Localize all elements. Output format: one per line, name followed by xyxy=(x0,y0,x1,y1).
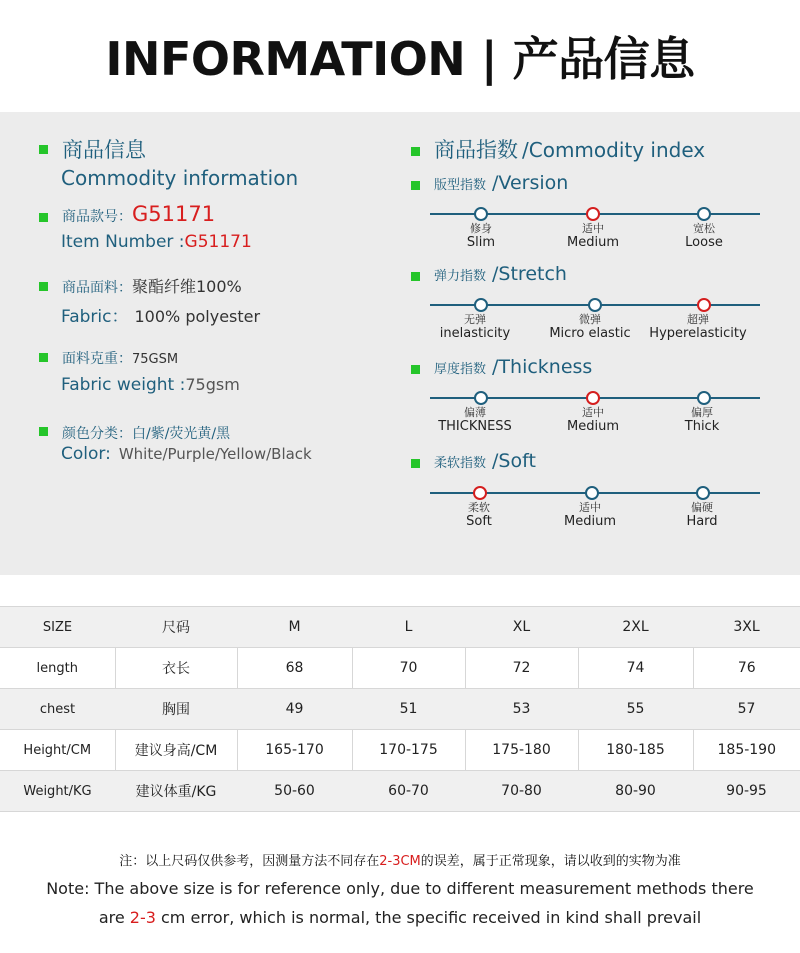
stretch-title-en: /Stretch xyxy=(492,263,567,285)
stretch-title-cn: 弹力指数 xyxy=(434,269,487,284)
table-cell: 2XL xyxy=(578,607,693,648)
color-cn xyxy=(62,423,230,443)
fabric-value-cn: 聚酯纤维100% xyxy=(132,277,242,296)
scale-point xyxy=(697,207,711,221)
scale-label xyxy=(467,222,495,251)
scale-label-cn: 适中 xyxy=(581,406,604,419)
scale-label xyxy=(440,313,510,342)
table-cell: 53 xyxy=(465,689,578,730)
commodity-info-heading-cn: 商品信息 xyxy=(62,138,146,162)
note-en-highlight: 2-3 xyxy=(129,908,156,927)
soft-title-cn: 柔软指数 xyxy=(434,456,487,471)
weight-label-en: Fabric weight : xyxy=(61,375,186,395)
item-number-label-cn: 商品款号： xyxy=(62,209,132,225)
table-cell: 185-190 xyxy=(693,730,800,771)
bullet-icon xyxy=(411,181,420,190)
scale-label-cn: 修身 xyxy=(469,222,492,235)
note-en-text: cm error, which is normal, the specific received in kind shall prevail xyxy=(155,908,702,927)
table-cell: SIZE xyxy=(0,607,115,648)
table-row xyxy=(0,771,800,812)
item-number-value-cn: G51171 xyxy=(132,202,216,226)
table-cell: 3XL xyxy=(693,607,800,648)
bullet-icon xyxy=(39,282,48,291)
scale-label-cn: 无弹 xyxy=(464,313,486,326)
fabric-label-en: Fabric： xyxy=(61,307,129,327)
color-label-en: Color: xyxy=(61,444,111,464)
table-cell: M xyxy=(237,607,352,648)
commodity-index-heading-en: /Commodity index xyxy=(522,138,706,162)
table-cell: length xyxy=(0,648,115,689)
scale-label xyxy=(564,501,616,530)
weight-value-en: 75gsm xyxy=(185,375,240,394)
commodity-index-heading-cn: 商品指数 xyxy=(434,138,518,162)
table-cell: 建议体重/KG xyxy=(115,771,237,812)
weight-en xyxy=(61,375,240,395)
scale-label xyxy=(466,501,492,530)
scale-label-cn: 偏厚 xyxy=(691,406,713,419)
scale-label xyxy=(686,501,717,530)
color-value-cn: 白/紫/荧光黄/黑 xyxy=(132,426,231,442)
table-cell: Weight/KG xyxy=(0,771,115,812)
table-cell: 170-175 xyxy=(352,730,465,771)
table-row xyxy=(0,730,800,771)
commodity-index-heading xyxy=(434,134,705,164)
table-cell: 68 xyxy=(237,648,352,689)
note-en-line-2 xyxy=(0,908,800,927)
table-cell: 胸围 xyxy=(115,689,237,730)
table-cell: 74 xyxy=(578,648,693,689)
bullet-icon xyxy=(39,213,48,222)
scale-label-cn: 超弹 xyxy=(686,313,709,326)
table-cell: 尺码 xyxy=(115,607,237,648)
scale-point-selected xyxy=(586,207,600,221)
scale-label-en: Soft xyxy=(466,514,492,529)
bullet-icon xyxy=(39,145,48,154)
scale-label-en: Medium xyxy=(567,235,619,250)
scale-label-cn: 宽松 xyxy=(692,222,715,235)
table-row xyxy=(0,689,800,730)
scale-label-cn: 适中 xyxy=(578,501,601,514)
scale-point xyxy=(474,391,488,405)
table-cell: 90-95 xyxy=(693,771,800,812)
item-number-value-en: G51171 xyxy=(184,232,252,252)
version-title-en: /Version xyxy=(492,172,569,194)
table-cell: 80-90 xyxy=(578,771,693,812)
item-number-label-en: Item Number : xyxy=(61,232,185,252)
table-cell: 49 xyxy=(237,689,352,730)
scale-label-en: inelasticity xyxy=(439,326,511,341)
scale-point-selected xyxy=(473,486,487,500)
table-cell: 180-185 xyxy=(578,730,693,771)
bullet-icon xyxy=(411,147,420,156)
bullet-icon xyxy=(411,365,420,374)
scale-label-cn: 偏薄 xyxy=(463,406,486,419)
soft-scale xyxy=(430,485,760,529)
scale-label-en: Slim xyxy=(466,235,496,250)
thickness-scale xyxy=(430,390,760,434)
scale-point-selected xyxy=(586,391,600,405)
bullet-icon xyxy=(411,272,420,281)
scale-label-en: Thick xyxy=(684,419,720,434)
soft-title-en: /Soft xyxy=(492,450,536,472)
item-number-en xyxy=(61,232,252,252)
table-cell: 165-170 xyxy=(237,730,352,771)
table-cell: 70-80 xyxy=(465,771,578,812)
scale-label-cn: 适中 xyxy=(581,222,604,235)
table-cell: 76 xyxy=(693,648,800,689)
stretch-index-title xyxy=(434,263,567,285)
scale-label-en: Medium xyxy=(564,514,616,529)
thickness-title-en: /Thickness xyxy=(492,356,593,378)
note-en-text: are xyxy=(98,908,130,927)
commodity-info-heading-en: Commodity information xyxy=(61,166,299,190)
scale-label xyxy=(567,222,619,251)
scale-label xyxy=(567,406,619,435)
color-value-en: White/Purple/Yellow/Black xyxy=(118,445,312,463)
size-table xyxy=(0,606,800,812)
fabric-label-cn: 商品面料： xyxy=(62,280,132,296)
scale-label-en: Hard xyxy=(686,514,718,529)
soft-index-title xyxy=(434,450,536,472)
stretch-scale xyxy=(430,297,760,341)
scale-point-selected xyxy=(697,298,711,312)
note-cn-text: 的误差，属于正常现象，请以收到的实物为准 xyxy=(420,854,681,869)
item-number-cn xyxy=(62,202,215,226)
scale-label-cn: 柔软 xyxy=(468,501,490,514)
scale-label-cn: 偏硬 xyxy=(691,501,713,514)
scale-point xyxy=(588,298,602,312)
version-index-title xyxy=(434,172,568,194)
note-cn-highlight: 2-3CM xyxy=(379,854,421,869)
page-header xyxy=(0,0,800,112)
table-cell: Height/CM xyxy=(0,730,115,771)
weight-label-cn: 面料克重： xyxy=(62,351,132,367)
color-en xyxy=(61,444,312,464)
table-cell: 50-60 xyxy=(237,771,352,812)
scale-label-en: Medium xyxy=(567,419,619,434)
table-cell: 衣长 xyxy=(115,648,237,689)
table-row xyxy=(0,607,800,648)
table-cell: XL xyxy=(465,607,578,648)
bullet-icon xyxy=(39,353,48,362)
note-cn-text: 注：以上尺码仅供参考，因测量方法不同存在 xyxy=(119,854,380,869)
bullet-icon xyxy=(39,427,48,436)
page-title: INFORMATION | 产品信息 xyxy=(105,32,695,86)
version-title-cn: 版型指数 xyxy=(434,178,487,193)
thickness-index-title xyxy=(434,356,592,378)
scale-label-en: THICKNESS xyxy=(438,419,512,434)
table-cell: 57 xyxy=(693,689,800,730)
fabric-cn xyxy=(62,274,242,297)
scale-label xyxy=(649,313,746,342)
table-cell: 70 xyxy=(352,648,465,689)
weight-value-cn: 75GSM xyxy=(132,352,179,367)
table-cell: 建议身高/CM xyxy=(115,730,237,771)
scale-point xyxy=(474,207,488,221)
table-row xyxy=(0,648,800,689)
note-en-line-1: Note: The above size is for reference only, due to different measurement methods there xyxy=(46,879,754,898)
color-label-cn: 颜色分类： xyxy=(62,426,132,442)
bullet-icon xyxy=(411,459,420,468)
scale-point xyxy=(697,391,711,405)
scale-point xyxy=(696,486,710,500)
scale-point xyxy=(585,486,599,500)
scale-label xyxy=(685,406,719,435)
fabric-en xyxy=(61,302,260,327)
fabric-value-en: 100% polyester xyxy=(134,307,261,326)
table-cell: 175-180 xyxy=(465,730,578,771)
table-cell: chest xyxy=(0,689,115,730)
scale-label xyxy=(438,406,512,435)
scale-point xyxy=(474,298,488,312)
thickness-title-cn: 厚度指数 xyxy=(434,362,487,377)
scale-label-en: Loose xyxy=(685,235,723,250)
version-scale xyxy=(430,206,760,250)
table-cell: 55 xyxy=(578,689,693,730)
scale-label xyxy=(549,313,630,342)
scale-label-cn: 微弹 xyxy=(578,313,601,326)
scale-label-en: Hyperelasticity xyxy=(649,326,747,341)
weight-cn xyxy=(62,348,178,368)
table-cell: L xyxy=(352,607,465,648)
scale-label xyxy=(685,222,723,251)
table-cell: 60-70 xyxy=(352,771,465,812)
info-panel xyxy=(0,112,800,575)
table-cell: 72 xyxy=(465,648,578,689)
note-cn xyxy=(0,850,800,869)
table-cell: 51 xyxy=(352,689,465,730)
scale-label-en: Micro elastic xyxy=(549,326,631,341)
